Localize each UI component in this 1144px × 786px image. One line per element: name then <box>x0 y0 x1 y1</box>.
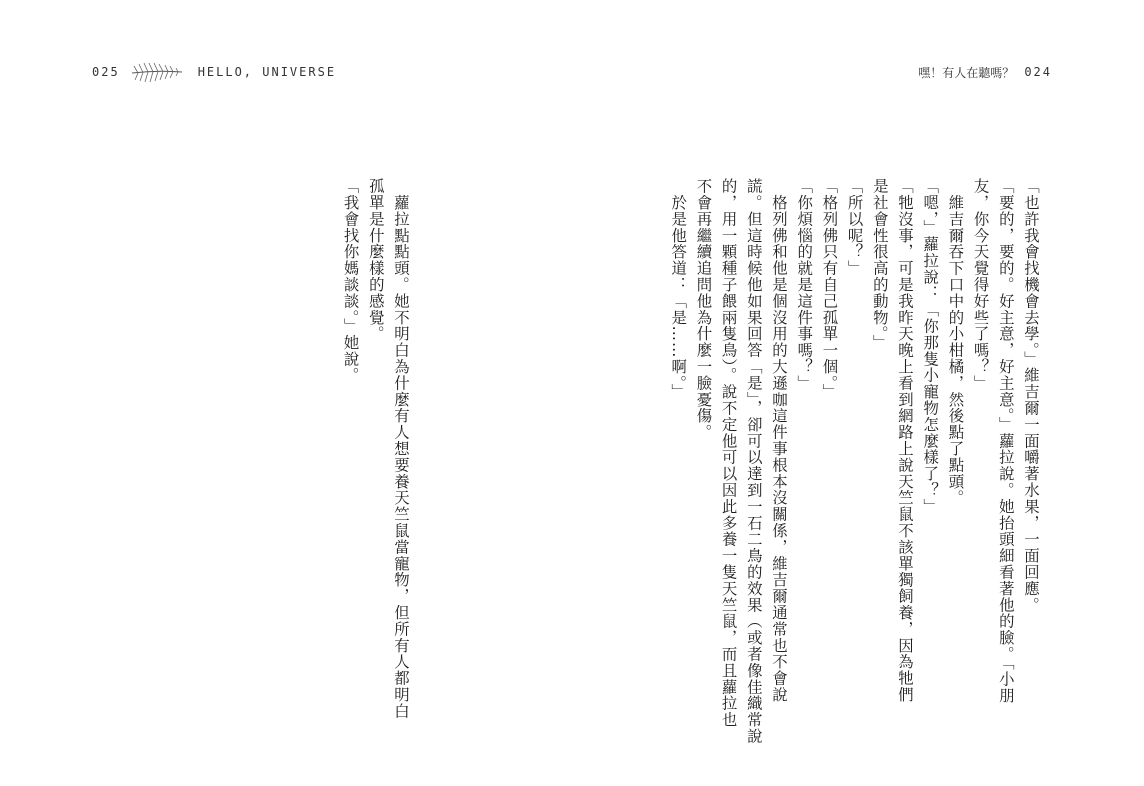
text-column: 「你煩惱的就是這件事嗎？」 <box>795 178 814 392</box>
left-page-number: 025 <box>92 65 120 79</box>
text-column <box>540 178 563 718</box>
text-column: 「牠沒事，可是我昨天晚上看到網路上說天竺鼠不該單獨飼養，因為牠們 <box>896 178 914 703</box>
text-column: 「也許我會找機會去學。」維吉爾一面嚼著水果，一面回應。 <box>1022 178 1040 614</box>
text-column <box>490 178 513 718</box>
right-page-number: 024 <box>1024 65 1052 79</box>
text-column: 「所以呢？」 <box>845 178 864 277</box>
right-page-header <box>918 62 1052 82</box>
text-column: 孤單是什麼樣的感覺。 <box>366 178 385 342</box>
book-title: HELLO, UNIVERSE <box>197 65 337 79</box>
text-column: 是社會性很高的動物。」 <box>870 178 889 351</box>
text-column: 於是他答道：「是……啊。」 <box>669 178 688 400</box>
text-column: 「嗯，」蘿拉說：「你那隻小寵物怎麼樣了？」 <box>921 178 940 515</box>
text-column: 友，你今天覺得好些了嗎？」 <box>971 178 990 392</box>
text-column <box>641 178 664 718</box>
text-column <box>515 178 538 718</box>
text-column <box>439 178 462 718</box>
text-column: 格列佛和他是個沒用的大遜咖這件事根本沒關係，維吉爾通常也不會說 <box>770 178 788 703</box>
text-column: 「格列佛只有自己孤單一個。」 <box>820 178 839 400</box>
text-column: 的，用一顆種子餵兩隻鳥）。說不定他可以因此多養一隻天竺鼠，而且蘿拉也 <box>719 178 738 728</box>
text-column <box>414 178 437 718</box>
chapter-title: 嘿！有人在聽嗎？ <box>918 65 1015 80</box>
fern-leaf-icon <box>130 61 184 83</box>
text-column <box>465 178 488 718</box>
text-column: 維吉爾吞下口中的小柑橘，然後點了點頭。 <box>946 178 965 506</box>
text-column: 蘿拉點點頭。她不明白為什麼有人想要養天竺鼠當寵物，但所有人都明白 <box>392 178 410 720</box>
text-column <box>616 178 639 718</box>
left-page-header <box>92 60 336 84</box>
text-column: 「我會找你媽談談。」她說。 <box>341 178 360 384</box>
text-column: 「要的，要的。好主意，好主意。」蘿拉說。她抬頭細看著他的臉。「小朋 <box>996 178 1015 704</box>
text-column: 謊。但這時候他如果回答「是」，卻可以達到一石二鳥的效果（或者像佳織常說 <box>744 178 763 745</box>
text-column: 不會再繼續追問他為什麼一臉憂傷。 <box>694 178 713 441</box>
text-column <box>591 178 614 718</box>
text-column <box>565 178 588 718</box>
